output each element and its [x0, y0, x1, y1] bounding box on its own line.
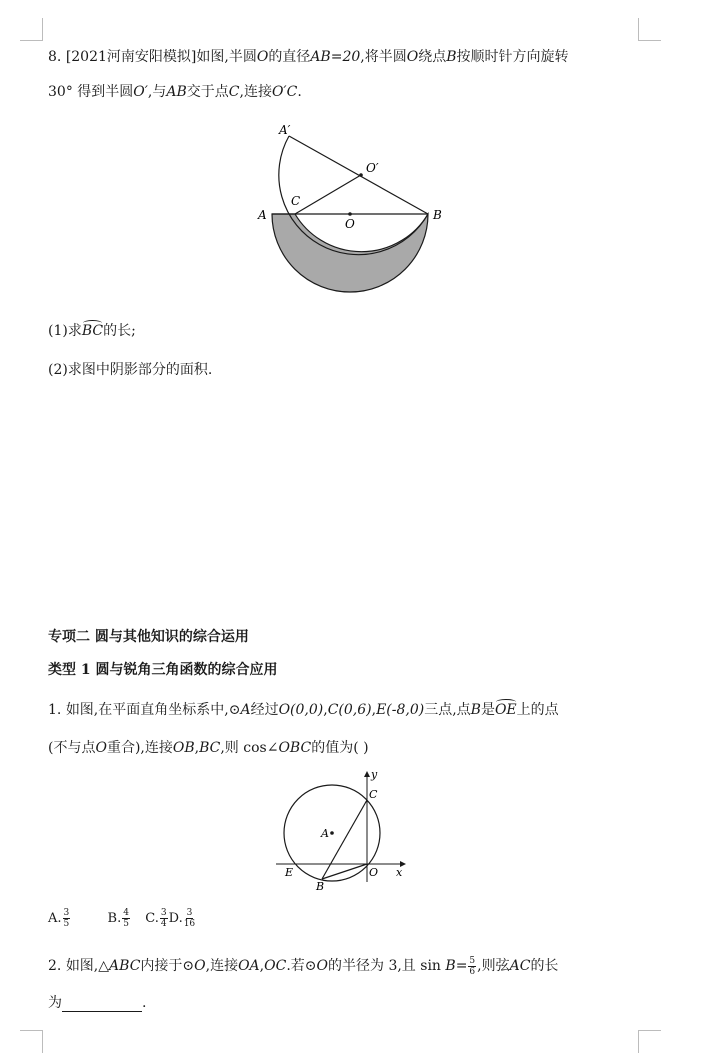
- q1-var: O: [95, 740, 107, 756]
- q8-line-2: [48, 81, 302, 101]
- q2-number: 2.: [48, 958, 62, 974]
- q2-text: ,则弦: [477, 958, 510, 974]
- q8-point-Oprime: [359, 173, 363, 177]
- q1-text: ,: [371, 702, 377, 718]
- q1-text: 三点,点: [424, 702, 471, 718]
- option-fraction: [184, 908, 195, 929]
- q1-var: B: [470, 702, 481, 718]
- q1-text: 上的点: [516, 702, 559, 718]
- q1-var: C(0,6): [327, 702, 372, 718]
- fraction-denominator: 4: [160, 919, 167, 929]
- q2-text: =: [455, 958, 468, 974]
- q1-option-A[interactable]: [48, 908, 71, 929]
- q8-sub-2: (2)求图中阴影部分的面积.: [48, 362, 213, 378]
- q8-text: ,将半圆: [360, 49, 407, 65]
- q1-line-2: [48, 737, 369, 757]
- q1-text: 如图,在平面直角坐标系中,⊙: [65, 702, 241, 718]
- q8-var: AB=20: [310, 49, 361, 65]
- q2-line-2: [48, 992, 146, 1012]
- q8-source: [2021河南安阳模拟]: [65, 49, 197, 65]
- q2-text: 的半径为 3,且 sin: [328, 958, 441, 974]
- q2-var: B: [445, 958, 456, 974]
- q1-text: ,则 cos∠: [220, 740, 279, 756]
- q8-text: .: [297, 84, 302, 100]
- fraction-numerator: 3: [63, 908, 70, 918]
- q1-line-1: [48, 699, 559, 719]
- corner-mark-top-left: [20, 18, 43, 41]
- q1-text: 经过: [250, 702, 279, 718]
- q1-label-y: y: [371, 768, 378, 781]
- q2-var: O: [316, 958, 328, 974]
- q1-label-B: B: [316, 880, 325, 893]
- q1-option-B[interactable]: [107, 908, 131, 929]
- q8-text: ,与: [147, 84, 167, 100]
- q8-label-A: A: [258, 208, 267, 222]
- q2-fraction: [468, 956, 476, 977]
- q1-text: 的值为( ): [311, 740, 369, 756]
- fraction-numerator: 4: [123, 908, 129, 918]
- q8-sub-1: [48, 320, 136, 340]
- option-fraction: [63, 908, 71, 929]
- q2-var: OA: [238, 958, 260, 974]
- q1-var: O(0,0): [278, 702, 324, 718]
- q2-text: .若⊙: [286, 958, 317, 974]
- q1-var: E(-8,0): [376, 702, 425, 718]
- q1-label-A: A: [321, 827, 329, 840]
- q8-var: C: [228, 84, 240, 100]
- q2-text: ,: [259, 958, 265, 974]
- option-label: A.: [48, 911, 62, 926]
- q1-arc-OE: OE: [494, 702, 517, 718]
- option-label: C.: [145, 911, 159, 926]
- q8-label-Oprime: O′: [366, 161, 379, 175]
- q8-text: 如图,半圆: [196, 49, 257, 65]
- q8-text: ,连接: [239, 84, 272, 100]
- q8-var: B: [446, 49, 457, 65]
- q8-sub-text: 的长;: [103, 323, 136, 339]
- q8-line-1: [48, 46, 569, 66]
- fraction-numerator: 5: [469, 955, 476, 966]
- q8-label-B: B: [433, 208, 442, 222]
- q8-segment-OprimeC: [295, 175, 361, 214]
- q1-label-x: x: [396, 866, 403, 879]
- option-fraction: [160, 908, 168, 929]
- option-fraction: [122, 908, 130, 929]
- q1-var: OB: [172, 740, 195, 756]
- q1-options: [48, 908, 196, 929]
- q8-text: 交于点: [186, 84, 229, 100]
- fraction-numerator: 3: [160, 908, 167, 918]
- q2-var: O: [194, 958, 206, 974]
- section-title: 专项二 圆与其他知识的综合运用: [48, 629, 249, 645]
- q2-answer-blank[interactable]: [62, 1011, 142, 1012]
- q2-var: ABC: [109, 958, 141, 974]
- fraction-denominator: 5: [123, 919, 129, 929]
- corner-mark-bottom-left: [20, 1030, 43, 1053]
- q8-label-Aprime: A′: [279, 123, 291, 137]
- q8-sub-text: (1)求: [48, 323, 82, 339]
- q1-label-E: E: [285, 866, 294, 879]
- type-title: 类型 1 圆与锐角三角函数的综合应用: [48, 662, 278, 678]
- q8-point-O: [348, 212, 352, 216]
- q1-point-A: [330, 831, 334, 835]
- q8-label-O: O: [345, 217, 355, 231]
- q2-line-1: [48, 955, 558, 977]
- fraction-numerator: 3: [186, 908, 193, 918]
- q1-figure: [270, 765, 420, 895]
- q8-text: 的直径: [268, 49, 311, 65]
- corner-mark-bottom-right: [638, 1030, 661, 1053]
- q8-label-C: C: [291, 194, 301, 208]
- q8-text: 绕点: [418, 49, 447, 65]
- q1-label-C: C: [369, 788, 378, 801]
- q1-text: (不与点: [48, 740, 96, 756]
- q1-option-C[interactable]: [145, 908, 168, 929]
- q8-var: O′: [133, 84, 148, 100]
- q8-figure: [250, 115, 450, 300]
- q8-number: 8.: [48, 49, 62, 65]
- q8-var: O: [406, 49, 419, 65]
- q8-text: 30° 得到半圆: [48, 84, 134, 100]
- q1-text: 是: [480, 702, 495, 718]
- q8-text: 按顺时针方向旋转: [456, 49, 569, 65]
- q1-text: ,: [194, 740, 200, 756]
- fraction-denominator: 6: [469, 966, 476, 977]
- q1-number: 1.: [48, 702, 62, 718]
- q2-text: 内接于⊙: [140, 958, 195, 974]
- fraction-denominator: 5: [63, 919, 70, 929]
- q1-var: A: [240, 702, 251, 718]
- q8-arc-BC: BC: [81, 323, 104, 339]
- q1-label-O: O: [369, 866, 379, 879]
- option-label: D.: [168, 911, 183, 926]
- q1-text: ,: [323, 702, 328, 718]
- q2-text: 的长: [530, 958, 559, 974]
- q2-text: .: [142, 995, 147, 1011]
- fraction-denominator: 16: [183, 919, 196, 929]
- q8-var: O: [256, 49, 269, 65]
- q8-var: AB: [166, 84, 187, 100]
- corner-mark-top-right: [638, 18, 661, 41]
- q1-var: BC: [199, 740, 221, 756]
- q1-var: OBC: [278, 740, 312, 756]
- q1-text: 重合),连接: [106, 740, 173, 756]
- q2-text: 如图,△: [65, 958, 110, 974]
- option-label: B.: [107, 911, 122, 926]
- q8-diameter-AprimeB: [289, 136, 428, 214]
- q2-text: 为: [48, 995, 62, 1011]
- q1-option-D[interactable]: [168, 908, 197, 929]
- q8-var: O′C: [271, 84, 298, 100]
- q2-var: OC: [264, 958, 287, 974]
- q2-var: AC: [509, 958, 531, 974]
- q2-text: ,连接: [205, 958, 239, 974]
